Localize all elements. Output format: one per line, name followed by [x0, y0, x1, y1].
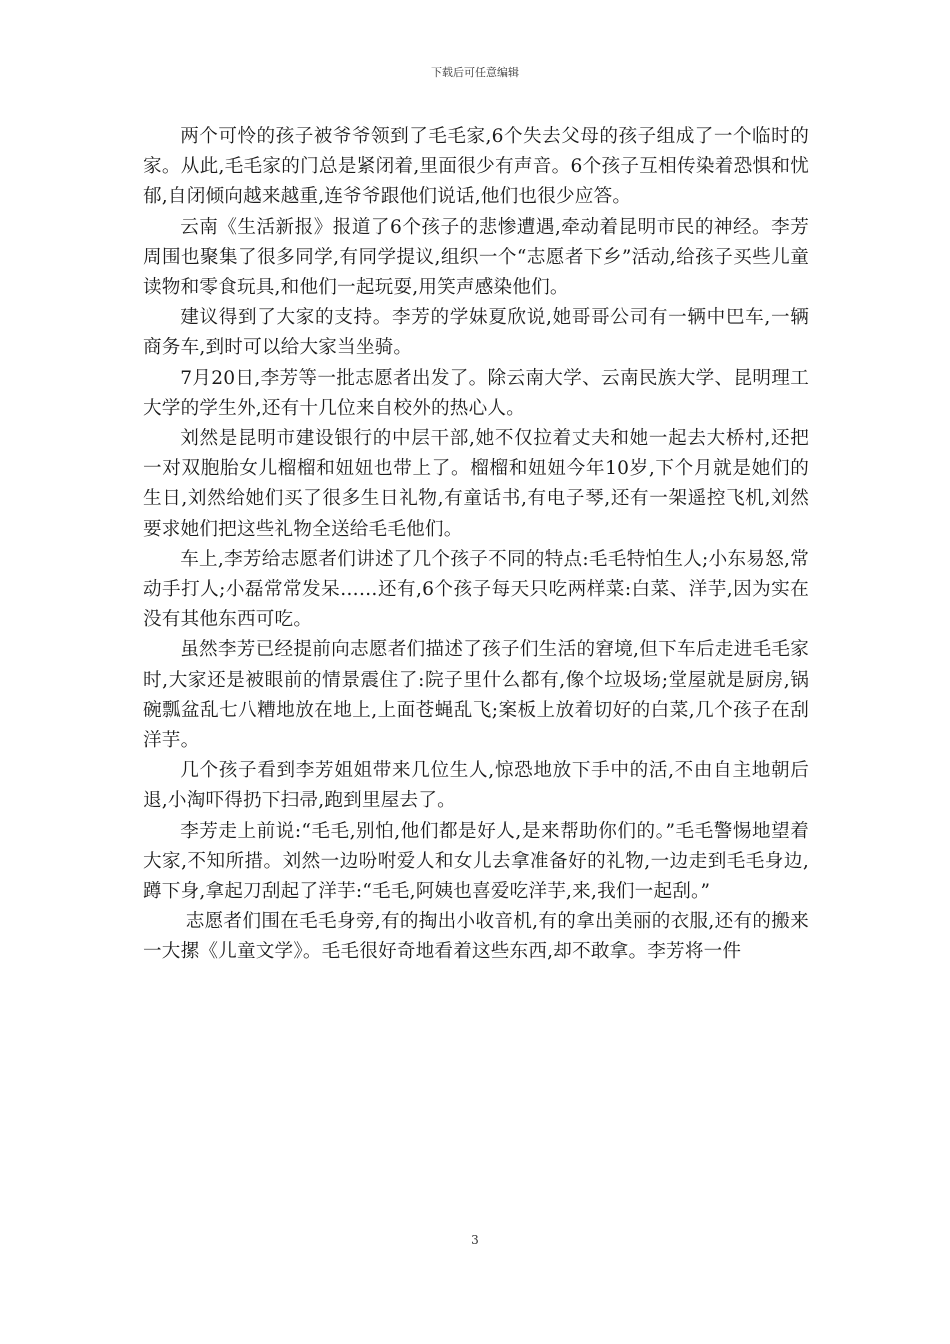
paragraph: 虽然李芳已经提前向志愿者们描述了孩子们生活的窘境,但下车后走进毛毛家时,大家还是被眼前的情景震住了:院子里什么都有,像个垃圾场;堂屋就是厨房,锅碗瓢盆乱七八糟地放在地上,上面苍蝇乱飞;案板上放着切好的白菜,几个孩子在刮洋芋。: [143, 639, 809, 752]
paragraph: 李芳走上前说:“毛毛,别怕,他们都是好人,是来帮助你们的。”毛毛警惕地望着大家,不知所措。刘然一边吩咐爱人和女儿去拿准备好的礼物,一边走到毛毛身边,蹲下身,拿起刀刮起了洋芋:“毛毛,阿姨也喜爱吃洋芋,来,我们一起刮。”: [143, 820, 809, 903]
page-header: 下载后可任意编辑: [431, 66, 519, 79]
paragraph: 7月20日,李芳等一批志愿者出发了。除云南大学、云南民族大学、昆明理工大学的学生外,还有十几位来自校外的热心人。: [143, 367, 809, 419]
paragraph: 建议得到了大家的支持。李芳的学妹夏欣说,她哥哥公司有一辆中巴车,一辆商务车,到时可以给大家当坐骑。: [143, 307, 809, 359]
paragraph: 志愿者们围在毛毛身旁,有的掏出小收音机,有的拿出美丽的衣服,还有的搬来一大摞《儿童文学》。毛毛很好奇地看着这些东西,却不敢拿。李芳将一件: [143, 911, 809, 963]
paragraph: 几个孩子看到李芳姐姐带来几位生人,惊恐地放下手中的活,不由自主地朝后退,小淘吓得扔下扫帚,跑到里屋去了。: [143, 760, 809, 812]
paragraph: 刘然是昆明市建设银行的中层干部,她不仅拉着丈夫和她一起去大桥村,还把一对双胞胎女儿榴榴和妞妞也带上了。榴榴和妞妞今年10岁,下个月就是她们的生日,刘然给她们买了很多生日礼物,有童话书,有电子琴,还有一架遥控飞机,刘然要求她们把这些礼物全送给毛毛他们。: [143, 428, 809, 540]
paragraph: 车上,李芳给志愿者们讲述了几个孩子不同的特点:毛毛特怕生人;小东易怒,常动手打人;小磊常常发呆……还有,6个孩子每天只吃两样菜:白菜、洋芋,因为实在没有其他东西可吃。: [143, 548, 809, 631]
paragraph: 两个可怜的孩子被爷爷领到了毛毛家,6个失去父母的孩子组成了一个临时的家。从此,毛毛家的门总是紧闭着,里面很少有声音。6个孩子互相传染着恐惧和忧郁,自闭倾向越来越重,连爷爷跟他们说话,他们也很少应答。: [143, 126, 809, 208]
paragraph: 云南《生活新报》报道了6个孩子的悲惨遭遇,牵动着昆明市民的神经。李芳周围也聚集了很多同学,有同学提议,组织一个“志愿者下乡”活动,给孩子买些儿童读物和零食玩具,和他们一起玩耍,用笑声感染他们。: [143, 216, 809, 299]
document-body: [143, 122, 809, 968]
page-number: 3: [471, 1233, 479, 1247]
